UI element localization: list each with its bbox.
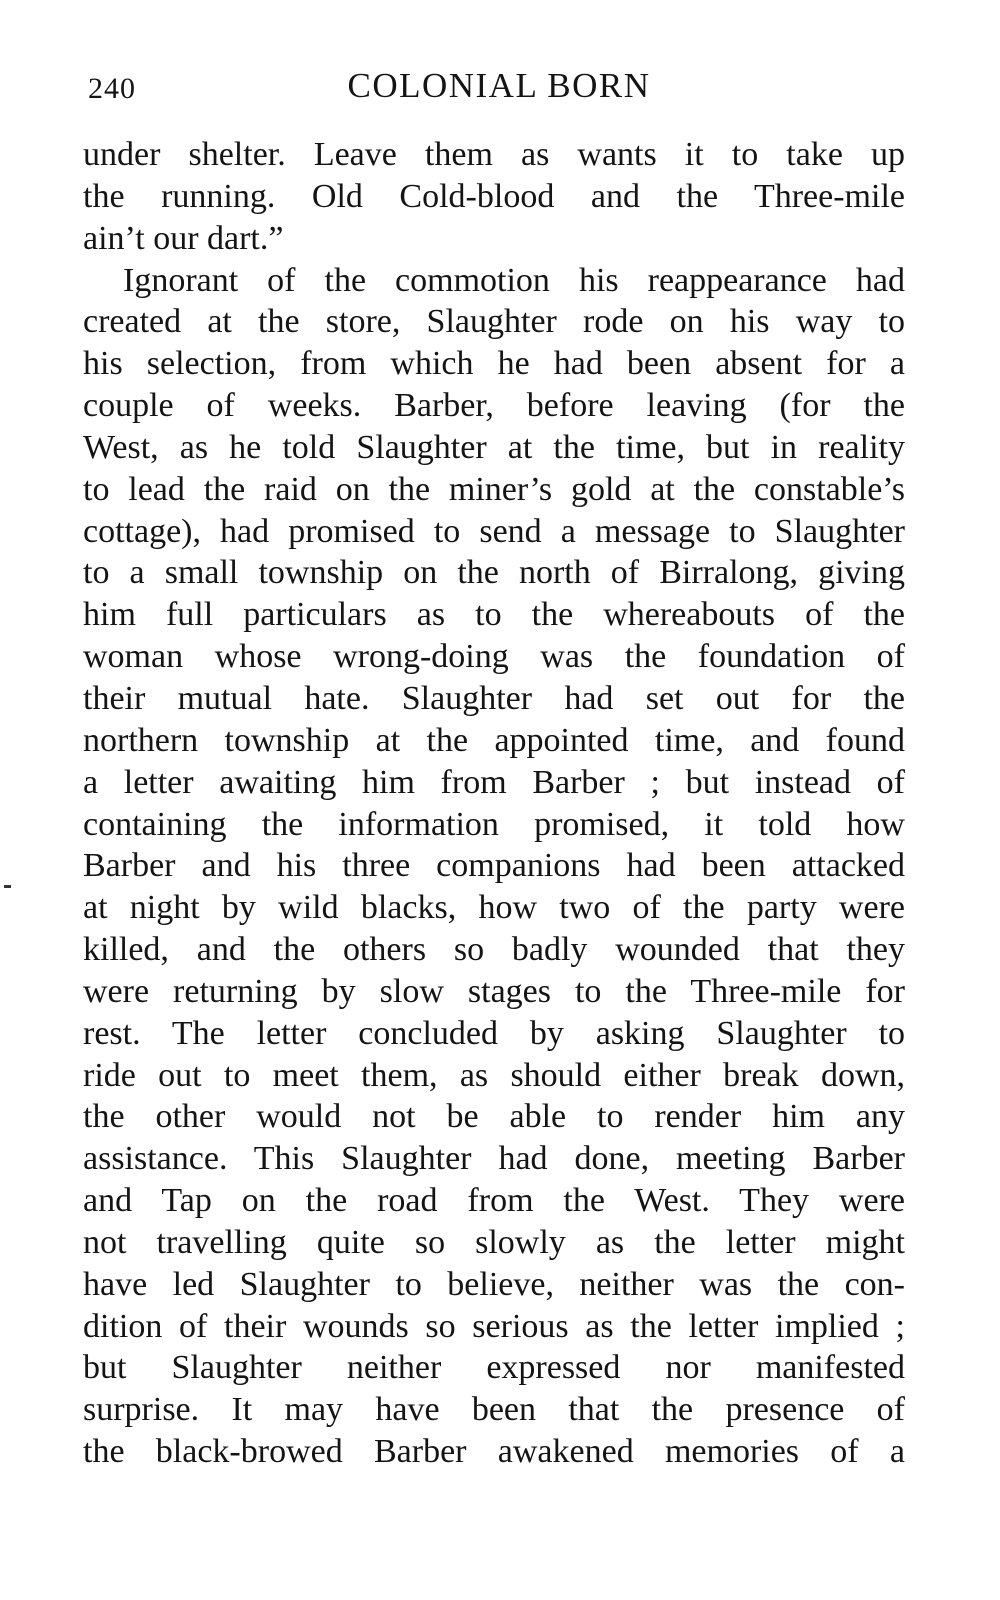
text-line: ain’t our dart.” [83, 219, 284, 257]
text-line: dition of their wounds so serious as the letter implied ; [83, 1307, 905, 1345]
text-line: to a small township on the north of Birralong, giving [83, 554, 905, 592]
text-line: Ignorant of the commotion his reappearance had [123, 261, 905, 299]
text-line: woman whose wrong-doing was the foundation of [83, 638, 905, 676]
page-header [88, 66, 910, 110]
text-line: Barber and his three companions had been attacked [83, 847, 905, 885]
text-line: to lead the raid on the miner’s gold at the constable’s [83, 470, 905, 508]
body-text [83, 134, 905, 1473]
text-line: but Slaughter neither expressed nor manifested [83, 1349, 905, 1387]
text-line: the other would not be able to render him any [83, 1098, 905, 1136]
text-line: couple of weeks. Barber, before leaving (for the [83, 387, 905, 425]
text-line: rest. The letter concluded by asking Slaughter to [83, 1014, 905, 1052]
text-line: ride out to meet them, as should either break down, [83, 1056, 905, 1094]
text-line: containing the information promised, it told how [83, 805, 905, 843]
text-line: under shelter. Leave them as wants it to take up [83, 136, 905, 173]
text-line: were returning by slow stages to the Three-mile for [83, 972, 905, 1010]
text-line: West, as he told Slaughter at the time, but in reality [83, 428, 905, 466]
stray-print-mark [4, 885, 11, 888]
text-line: a letter awaiting him from Barber ; but instead of [83, 763, 905, 801]
text-line: him full particulars as to the whereabouts of the [83, 596, 905, 634]
page-number: 240 [88, 72, 136, 105]
text-line: assistance. This Slaughter had done, meeting Barber [83, 1140, 905, 1178]
text-line: the running. Old Cold-blood and the Three-mile [83, 177, 905, 215]
text-line: northern township at the appointed time, and found [83, 721, 905, 759]
text-line: their mutual hate. Slaughter had set out for the [83, 679, 905, 717]
text-line: created at the store, Slaughter rode on his way to [83, 303, 905, 341]
text-line: not travelling quite so slowly as the letter might [83, 1223, 905, 1261]
running-title: COLONIAL BORN [347, 66, 651, 105]
text-line: have led Slaughter to believe, neither was the con- [83, 1265, 905, 1303]
text-line: and Tap on the road from the West. They were [83, 1182, 905, 1220]
text-line: surprise. It may have been that the presence of [83, 1391, 905, 1429]
text-line: cottage), had promised to send a message to Slaughter [83, 512, 905, 550]
text-line: at night by wild blacks, how two of the party were [83, 889, 905, 927]
text-line: killed, and the others so badly wounded that they [83, 931, 905, 969]
text-line: his selection, from which he had been absent for a [83, 345, 905, 383]
text-line: the black-browed Barber awakened memories of a [83, 1433, 905, 1471]
